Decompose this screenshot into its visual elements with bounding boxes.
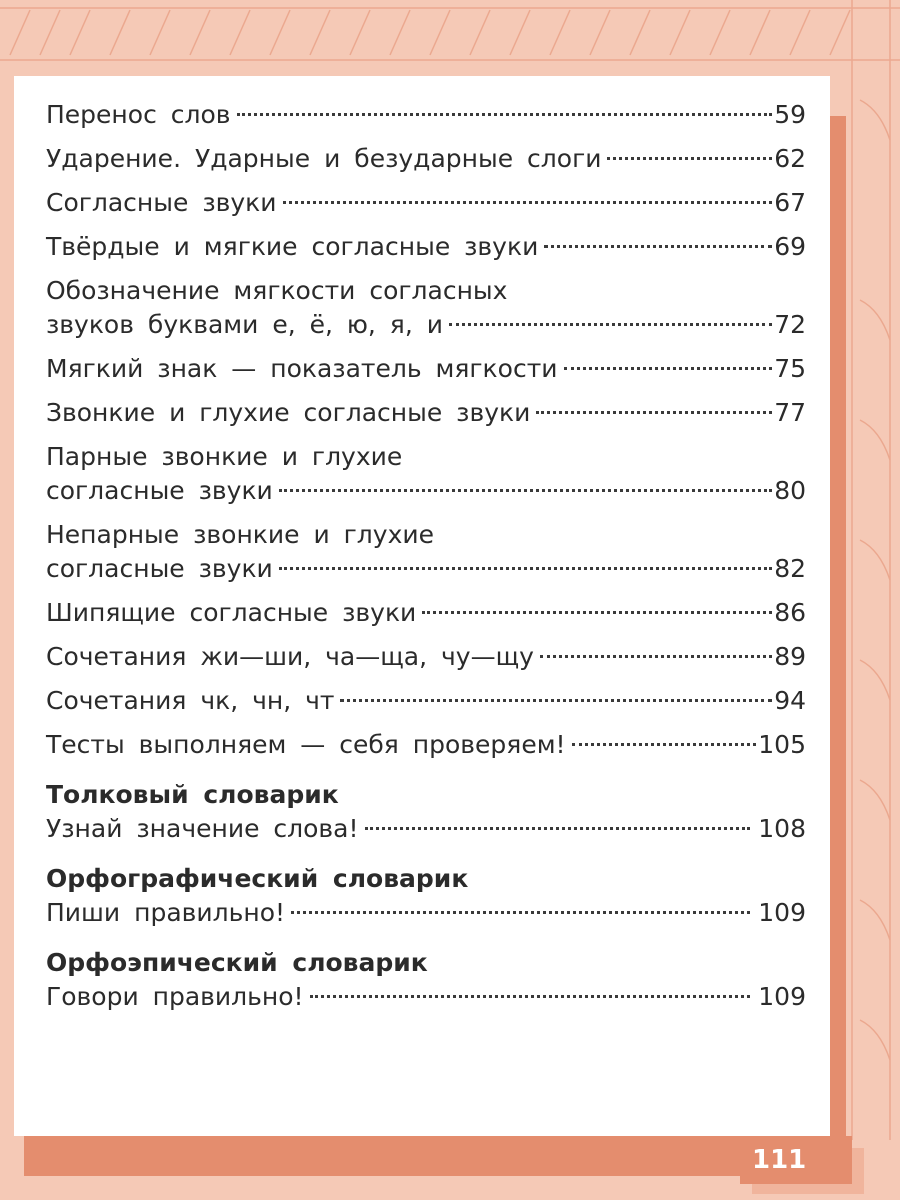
entry-title: Согласные звуки — [46, 188, 277, 217]
leader-dots — [237, 113, 773, 116]
entry-title: Пиши правильно! — [46, 898, 286, 927]
toc-entry — [46, 396, 806, 430]
section-heading: Орфографический словарик — [46, 864, 469, 893]
entry-page: 75 — [774, 354, 806, 383]
toc-entry — [46, 640, 806, 674]
entry-page: 67 — [774, 188, 806, 217]
entry-page: 80 — [774, 476, 806, 505]
table-of-contents — [46, 98, 806, 1020]
leader-dots — [310, 995, 751, 998]
entry-title-line1: Обозначение мягкости согласных — [46, 276, 508, 305]
entry-page: 69 — [774, 232, 806, 261]
leader-dots — [540, 655, 772, 658]
toc-entry — [46, 230, 806, 264]
entry-page: 105 — [758, 730, 806, 759]
toc-entry — [46, 186, 806, 220]
section-entry — [46, 896, 806, 930]
leader-dots — [279, 489, 772, 492]
entry-page: 62 — [774, 144, 806, 173]
toc-entry — [46, 684, 806, 718]
leader-dots — [564, 367, 773, 370]
leader-dots — [607, 157, 772, 160]
entry-title: Сочетания чк, чн, чт — [46, 686, 335, 715]
leader-dots — [449, 323, 772, 326]
entry-title: Ударение. Ударные и безударные слоги — [46, 144, 602, 173]
toc-entry — [46, 98, 806, 132]
entry-title-line2: звуков буквами е, ё, ю, я, и — [46, 310, 443, 339]
leader-dots — [422, 611, 772, 614]
entry-page: 94 — [774, 686, 806, 715]
entry-page: 77 — [774, 398, 806, 427]
leader-dots — [365, 827, 751, 830]
dictionary-section — [46, 946, 806, 1014]
entry-title: Перенос слов — [46, 100, 231, 129]
entry-title-line2: согласные звуки — [46, 476, 273, 505]
toc-entry — [46, 142, 806, 176]
toc-entry — [46, 352, 806, 386]
page-number-badge: 111 — [740, 1136, 852, 1184]
dictionary-section — [46, 862, 806, 930]
section-heading: Орфоэпический словарик — [46, 948, 428, 977]
section-heading: Толковый словарик — [46, 780, 339, 809]
entry-page: 86 — [774, 598, 806, 627]
entry-page: 109 — [758, 982, 806, 1011]
entry-page: 108 — [758, 814, 806, 843]
entry-title: Узнай значение слова! — [46, 814, 359, 843]
toc-entry — [46, 518, 806, 586]
entry-title-line1: Парные звонкие и глухие — [46, 442, 403, 471]
entry-page: 109 — [758, 898, 806, 927]
toc-entry — [46, 596, 806, 630]
contents-panel — [14, 76, 830, 1136]
entry-page: 72 — [774, 310, 806, 339]
leader-dots — [536, 411, 772, 414]
entry-title-line1: Непарные звонкие и глухие — [46, 520, 434, 549]
leader-dots — [279, 567, 772, 570]
entry-title: Говори правильно! — [46, 982, 304, 1011]
toc-entry — [46, 728, 806, 762]
entry-title: Тесты выполняем — себя проверяем! — [46, 730, 566, 759]
leader-dots — [340, 699, 772, 702]
entry-title-line2: согласные звуки — [46, 554, 273, 583]
entry-page: 59 — [774, 100, 806, 129]
entry-page: 89 — [774, 642, 806, 671]
leader-dots — [283, 201, 773, 204]
entry-title: Сочетания жи—ши, ча—ща, чу—щу — [46, 642, 534, 671]
section-entry — [46, 980, 806, 1014]
toc-entry — [46, 274, 806, 342]
leader-dots — [572, 743, 757, 746]
dictionary-section — [46, 778, 806, 846]
entry-title: Мягкий знак — показатель мягкости — [46, 354, 558, 383]
entry-page: 82 — [774, 554, 806, 583]
leader-dots — [291, 911, 750, 914]
entry-title: Твёрдые и мягкие согласные звуки — [46, 232, 539, 261]
section-entry — [46, 812, 806, 846]
leader-dots — [544, 245, 772, 248]
toc-entry — [46, 440, 806, 508]
entry-title: Шипящие согласные звуки — [46, 598, 417, 627]
entry-title: Звонкие и глухие согласные звуки — [46, 398, 531, 427]
